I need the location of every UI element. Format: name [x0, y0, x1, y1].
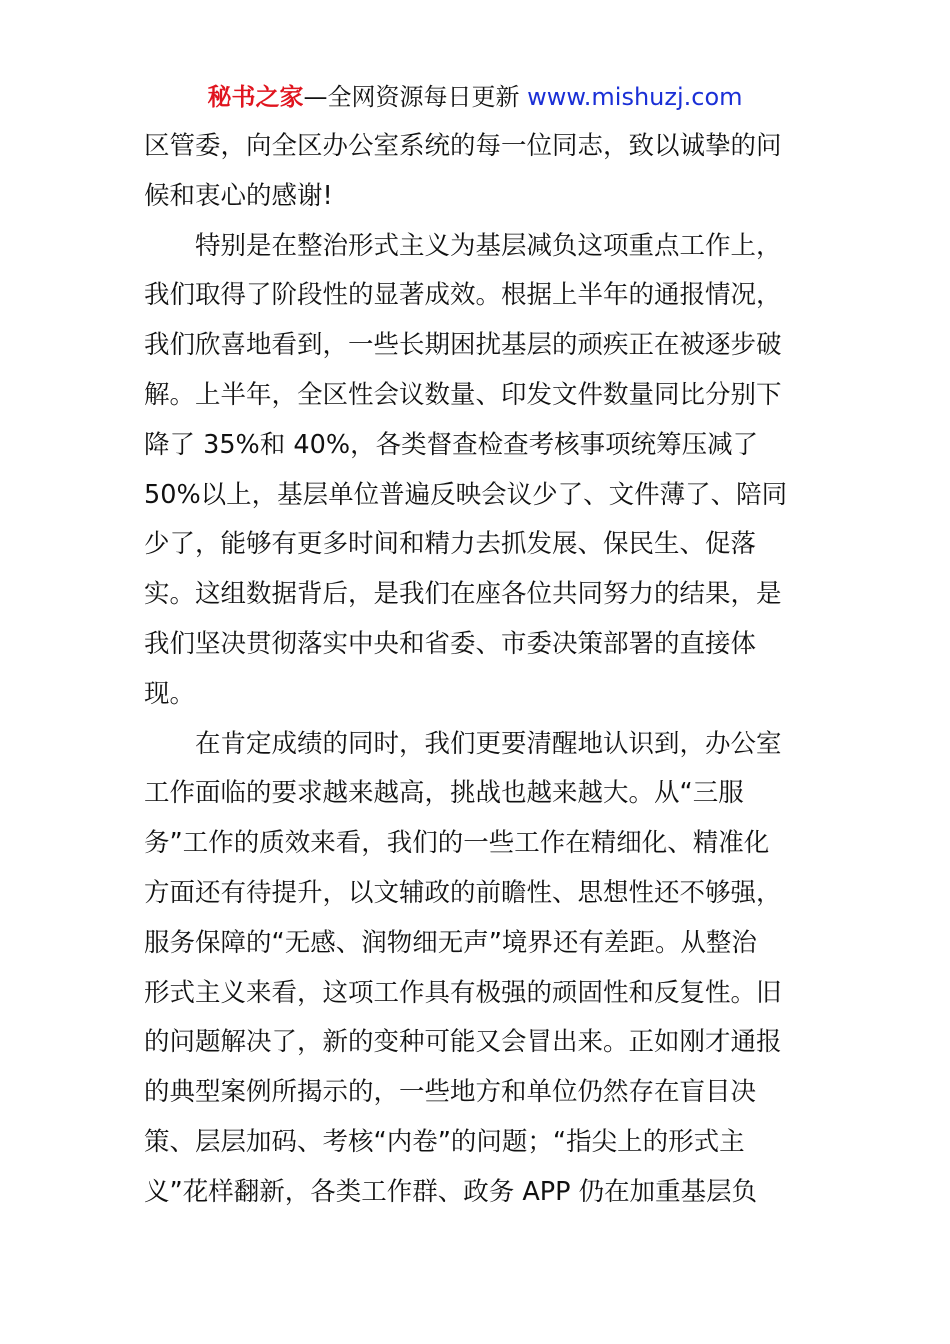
text-line: 区管委，向全区办公室系统的每一位同志，致以诚挚的问: [144, 131, 782, 161]
text-line: 解。上半年，全区性会议数量、印发文件数量同比分别下: [144, 379, 782, 410]
paragraph-start-line: 特别是在整治形式主义为基层减负这项重点工作上，: [195, 230, 782, 261]
text-line: 义”花样翻新，各类工作群、政务 APP 仍在加重基层负: [144, 1176, 758, 1207]
text-line: 我们坚决贯彻落实中央和省委、市委决策部署的直接体: [144, 628, 757, 659]
text-line: 候和衷心的感谢!: [144, 180, 333, 211]
text-line: 工作面临的要求越来越高，挑战也越来越大。从“三服: [144, 778, 744, 809]
text-line: 现。: [144, 678, 196, 709]
text-line: 方面还有待提升，以文辅政的前瞻性、思想性还不够强，: [144, 877, 782, 908]
text-line: 策、层层加码、考核“内卷”的问题；“指尖上的形式主: [144, 1126, 745, 1157]
text-line: 我们欣喜地看到，一些长期困扰基层的顽疾正在被逐步破: [144, 330, 782, 361]
site-header: [0, 80, 950, 114]
text-line: 50%以上，基层单位普遍反映会议少了、文件薄了、陪同: [144, 479, 788, 510]
text-line: 降了 35%和 40%，各类督查检查考核事项统筹压减了: [144, 429, 759, 460]
brand-name: 秘书之家: [207, 83, 304, 111]
text-line: 我们取得了阶段性的显著成效。根据上半年的通报情况，: [144, 280, 782, 311]
site-url-link[interactable]: www.mishuzj.com: [527, 83, 743, 111]
text-line: 实。这组数据背后，是我们在座各位共同努力的结果，是: [144, 579, 782, 610]
text-line: 形式主义来看，这项工作具有极强的顽固性和反复性。旧: [144, 977, 782, 1008]
document-body: [144, 122, 809, 1218]
text-line: 服务保障的“无感、润物细无声”境界还有差距。从整治: [144, 927, 757, 958]
header-tagline: —全网资源每日更新: [303, 83, 528, 111]
text-line: 的问题解决了，新的变种可能又会冒出来。正如刚才通报: [144, 1027, 782, 1058]
text-line: 的典型案例所揭示的，一些地方和单位仍然存在盲目决: [144, 1077, 757, 1108]
text-line: 务”工作的质效来看，我们的一些工作在精细化、精准化: [144, 828, 770, 859]
text-line: 少了，能够有更多时间和精力去抓发展、保民生、促落: [144, 529, 757, 560]
paragraph-start-line: 在肯定成绩的同时，我们更要清醒地认识到，办公室: [195, 728, 782, 759]
